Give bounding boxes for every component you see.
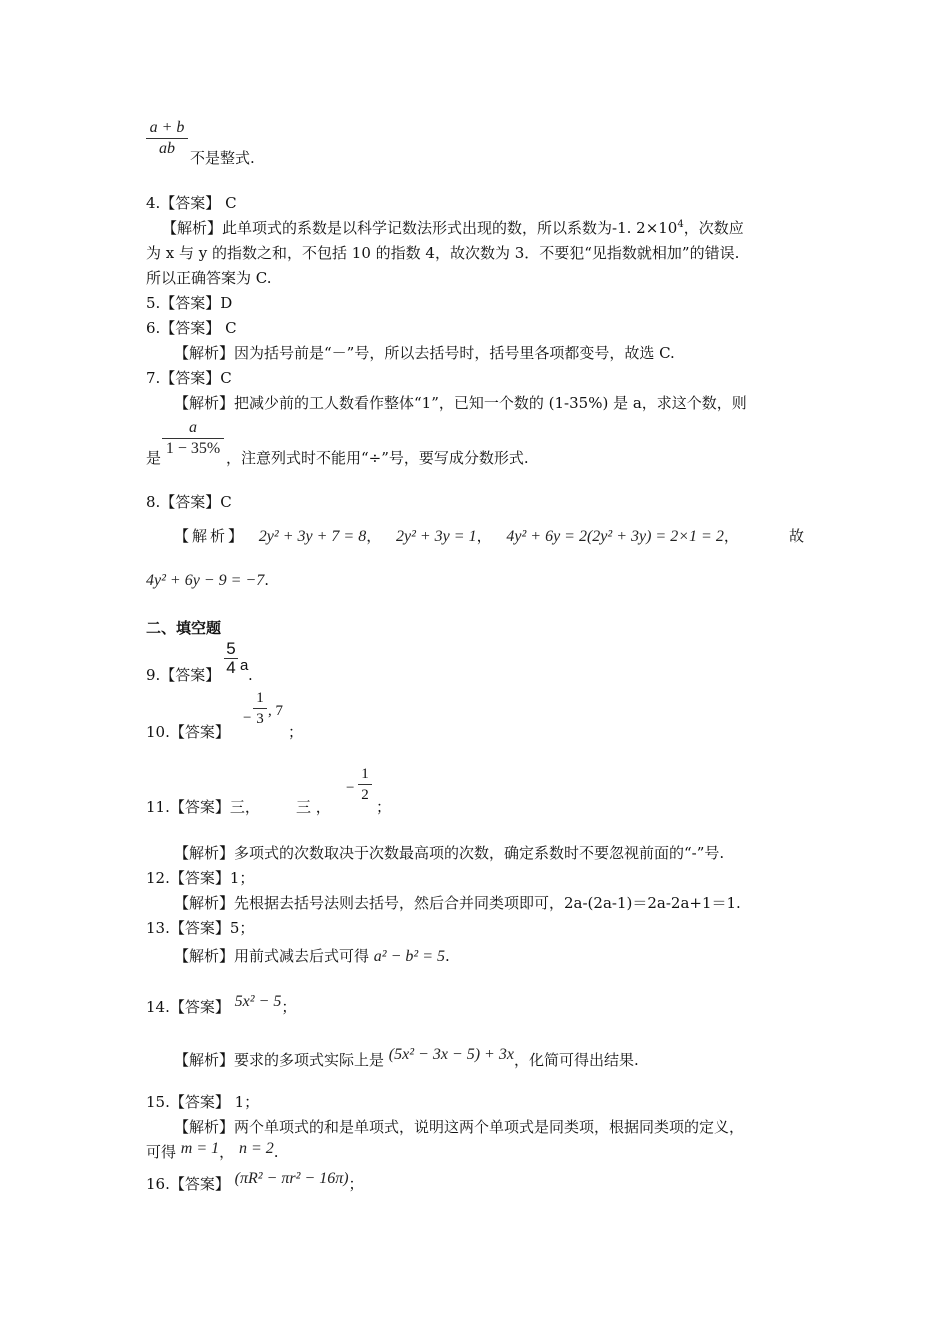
q11-end: ； [376,798,392,816]
q7-explanation-line2: ，注意列式时不能用“÷”号，要写成分数形式. [226,449,529,467]
fraction-numerator: a [189,419,197,436]
q13-answer: 13.【答案】5； [146,919,255,937]
q11-answer: 11.【答案】三， [146,798,260,816]
q4-explanation-line3: 所以正确答案为 C. [146,269,272,287]
equation-1: 2y² + 3y + 7 = 8 [258,528,367,545]
q9-end: . [248,666,253,684]
q4-answer: 4.【答案】 C [146,194,237,212]
q7-answer: 7.【答案】C [146,369,232,387]
q11-second-answer: 三 ， [296,798,331,816]
q15-explanation-line1: 【解析】两个单项式的和是单项式，说明这两个单项式是同类项，根据同类项的定义， [174,1118,745,1136]
fraction-1-over-3 [253,688,267,729]
fraction-a-over-1-minus-35 [162,418,224,459]
fraction-numerator: a + b [149,119,185,136]
q8-answer: 8.【答案】C [146,493,232,511]
q8-explanation-line2: 4y² + 6y − 9 = −7. [146,571,269,589]
equation-area: (πR² − πr² − 16π) [234,1170,349,1187]
fraction-denominator: ab [159,140,175,157]
q12-explanation: 【解析】先根据去括号法则去括号，然后合并同类项即可，2a-(2a-1)＝2a-2a+1＝1. [174,894,741,912]
equation-a2-minus-b2: a² − b² = 5 [373,948,445,965]
q11-explanation: 【解析】多项式的次数取决于次数最高项的次数，确定系数时不要忽视前面的“-”号. [174,844,725,862]
q6-answer: 6.【答案】 C [146,319,237,337]
section-title-fill-in-blank: 二、填空题 [146,619,222,637]
fraction-numerator: 5 [226,639,236,658]
equation-4: 4y² + 6y − 9 = −7 [146,572,265,589]
q4-explanation-line2: 为 x 与 y 的指数之和，不包括 10 的指数 4，故次数为 3．不要犯“见指数就相加”的错误. [146,244,740,262]
fraction-denominator: 2 [361,787,369,803]
fraction-1-over-2 [358,764,372,805]
fraction-5-over-4 [224,640,238,677]
equation-polynomial: (5x² − 3x − 5) + 3x [388,1046,514,1063]
fraction-denominator: 1 − 35% [165,440,221,457]
q10-minus: − [243,710,252,726]
q15-answer: 15.【答案】 1； [146,1093,260,1111]
q4-explanation-line1: 【解析】此单项式的系数是以科学记数法形式出现的数，所以系数为-1. $2\times 10^4$，次数应 [162,219,744,237]
q7-prefix: 是 [146,449,162,467]
equation-3: 4y² + 6y = 2(2y² + 3y) = 2×1 = 2 [506,528,724,545]
q9-answer: 9.【答案】 [146,666,221,684]
q8-explanation-line1: 【解析】 2y² + 3y + 7 = 8， 2y² + 3y = 1， 4y² + 6y = 2(2y² + 3y) = 2×1 = 2， 故 [174,527,804,545]
q12-answer: 12.【答案】1； [146,869,255,887]
equation-n: n = 2 [238,1140,274,1157]
q9-variable: a [240,657,249,674]
equation-5x2-minus-5: 5x² − 5 [234,993,282,1010]
q7-explanation-line1: 【解析】把减少前的工人数看作整体“1”，已知一个数的 (1-35%) 是 a，求这个数，则 [174,394,747,412]
q10-rest: , 7 [268,703,283,719]
q14-explanation: 【解析】要求的多项式实际上是 (5x² − 3x − 5) + 3x，化简可得出结果. [174,1046,639,1069]
q5-answer: 5.【答案】D [146,294,233,312]
q15-explanation-line2: 可得 m = 1， n = 2. [146,1140,279,1161]
fraction-denominator: 4 [226,658,236,677]
q10-answer: 10.【答案】 [146,723,230,741]
not-integral-text: 不是整式. [190,149,255,167]
q16-answer: 16.【答案】 (πR² − πr² − 16π)； [146,1170,364,1193]
q11-minus: − [346,780,355,796]
equation-2: 2y² + 3y = 1 [395,528,477,545]
fraction-a-plus-b-over-ab [146,118,188,159]
fraction-numerator: 1 [256,690,264,706]
fraction-denominator: 3 [256,711,264,727]
q10-end: ； [288,723,304,741]
fraction-numerator: 1 [361,766,369,782]
q6-explanation: 【解析】因为括号前是“－”号，所以去括号时，括号里各项都变号，故选 C. [174,344,675,362]
equation-m: m = 1 [180,1140,220,1157]
q14-answer: 14.【答案】 5x² − 5； [146,993,297,1016]
q13-explanation: 【解析】用前式减去后式可得 a² − b² = 5. [174,947,450,965]
